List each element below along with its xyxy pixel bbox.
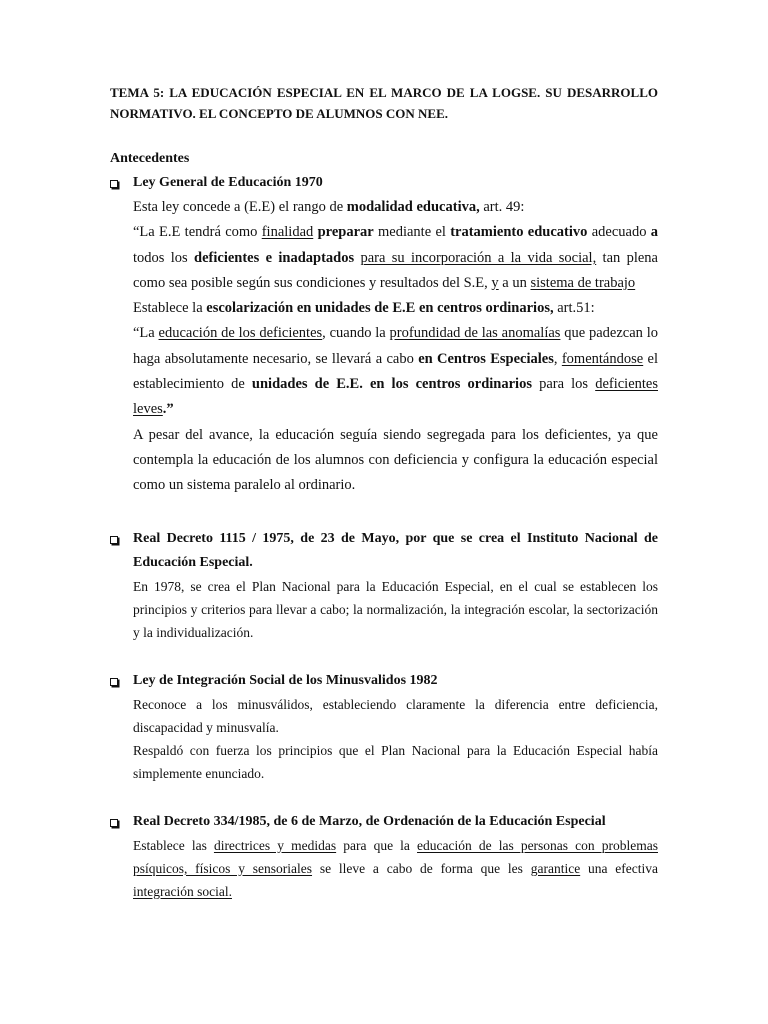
text-run: Establece las: [133, 837, 214, 853]
law-item-heading: Ley de Integración Social de los Minusvalidos 1982: [133, 672, 438, 688]
underlined-text-run: deficientes leves: [133, 376, 658, 418]
law-item-body: [133, 575, 658, 644]
text-run: para que la: [336, 837, 418, 853]
law-item-paragraph: [133, 693, 658, 739]
law-item-heading: Ley General de Educación 1970: [133, 175, 323, 190]
law-item-paragraph: [133, 423, 658, 499]
text-run: todos los: [133, 249, 195, 266]
text-run: art. 49:: [479, 199, 525, 215]
text-run: Reconoce a los minusválidos, estableciendo claramente la diferencia entre deficiencia, discapacidad y minusvalía.: [133, 696, 658, 735]
text-run: a un: [498, 274, 531, 291]
underlined-text-run: profundidad de las anomalías: [389, 325, 561, 342]
law-item-paragraph: [133, 834, 658, 903]
law-item-body: [133, 195, 658, 499]
bold-text-run: unidades de E.E. en los centros ordinarios: [251, 376, 532, 393]
law-item-paragraph: [133, 195, 658, 220]
bold-text-run: a: [650, 224, 659, 241]
bold-text-run: tratamiento educativo: [450, 224, 588, 241]
text-run: que padezcan lo haga absolutamente necesario, se llevará a cabo: [133, 325, 658, 367]
law-item-paragraph: [133, 739, 658, 785]
underlined-text-run: garantice: [530, 860, 581, 876]
bold-text-run: en Centros Especiales: [418, 350, 554, 367]
text-run: mediante el: [373, 224, 451, 241]
text-run: En 1978, se crea el Plan Nacional para la Educación Especial, en el cual se establecen los principios y criterios para llevar a cabo; la normalización, la integración escolar, la sectorización y la individualización.: [133, 578, 658, 640]
law-item-heading: Real Decreto 1115 / 1975, de 23 de Mayo, por que se crea el Instituto Nacional de Educación Especial.: [133, 530, 658, 570]
underlined-text-run: educación de los deficientes: [158, 325, 323, 342]
underlined-text-run: finalidad: [261, 224, 314, 241]
law-item-heading: Real Decreto 334/1985, de 6 de Marzo, de Ordenación de la Educación Especial: [133, 813, 606, 829]
underlined-text-run: directrices y medidas: [213, 837, 337, 853]
underlined-text-run: y: [491, 274, 499, 291]
square-bullet-icon: [110, 678, 118, 686]
law-item-body: [133, 693, 658, 785]
underlined-text-run: para su incorporación a la vida social,: [360, 249, 597, 266]
law-item-paragraph: [133, 575, 658, 644]
text-run: para los: [531, 376, 596, 393]
law-item-body: [133, 834, 658, 903]
bold-text-run: .”: [162, 401, 174, 418]
law-item-paragraph: [133, 296, 658, 321]
law-item-paragraph: [133, 220, 658, 296]
text-run: Esta ley concede a (E.E) el rango de: [133, 199, 347, 215]
law-item-paragraph: [133, 321, 658, 422]
bold-text-run: modalidad educativa,: [346, 199, 480, 215]
text-run: Respaldó con fuerza los principios que el Plan Nacional para la Educación Especial había simplemente enunciado.: [133, 742, 658, 781]
law-item: [110, 527, 658, 644]
text-run: una efectiva: [580, 860, 659, 876]
bold-text-run: escolarización en unidades de E.E en centros ordinarios,: [206, 300, 554, 317]
square-bullet-icon: [110, 180, 118, 188]
text-run: “La E.E tendrá como: [133, 224, 262, 241]
section-heading-antecedentes: Antecedentes: [110, 151, 190, 166]
text-run: ,: [553, 350, 562, 367]
text-run: , cuando la: [322, 325, 390, 342]
law-item: [110, 810, 658, 903]
underlined-text-run: educación de las personas con problemas psíquicos, físicos y sensoriales: [133, 837, 658, 876]
law-item: [110, 171, 658, 499]
text-run: el establecimiento de: [133, 350, 658, 393]
bold-text-run: deficientes e inadaptados: [194, 249, 355, 266]
text-run: adecuado: [587, 224, 651, 241]
underlined-text-run: integración social.: [133, 883, 232, 899]
text-run: art.51:: [553, 300, 595, 317]
text-run: “La: [133, 325, 159, 342]
text-run: Establece la: [133, 300, 207, 317]
text-run: se lleve a cabo de forma que les: [312, 860, 531, 876]
document-title: TEMA 5: LA EDUCACIÓN ESPECIAL EN EL MARCO DE LA LOGSE. SU DESARROLLO NORMATIVO. EL CONCEPTO DE ALUMNOS CON NEE.: [110, 85, 658, 121]
text-run: tan plena como sea posible según sus condiciones y resultados del S.E,: [133, 249, 658, 291]
square-bullet-icon: [110, 819, 118, 827]
bold-text-run: preparar: [317, 224, 374, 241]
underlined-text-run: sistema de trabajo: [530, 274, 636, 291]
square-bullet-icon: [110, 536, 118, 544]
underlined-text-run: fomentándose: [561, 350, 644, 367]
text-run: A pesar del avance, la educación seguía siendo segregada para los deficientes, ya que contempla la educación de los alumnos con deficiencia y configura la educación especial como un sistema paralelo al ordinario.: [133, 426, 658, 494]
law-item: [110, 669, 658, 785]
document-page: [110, 82, 658, 903]
